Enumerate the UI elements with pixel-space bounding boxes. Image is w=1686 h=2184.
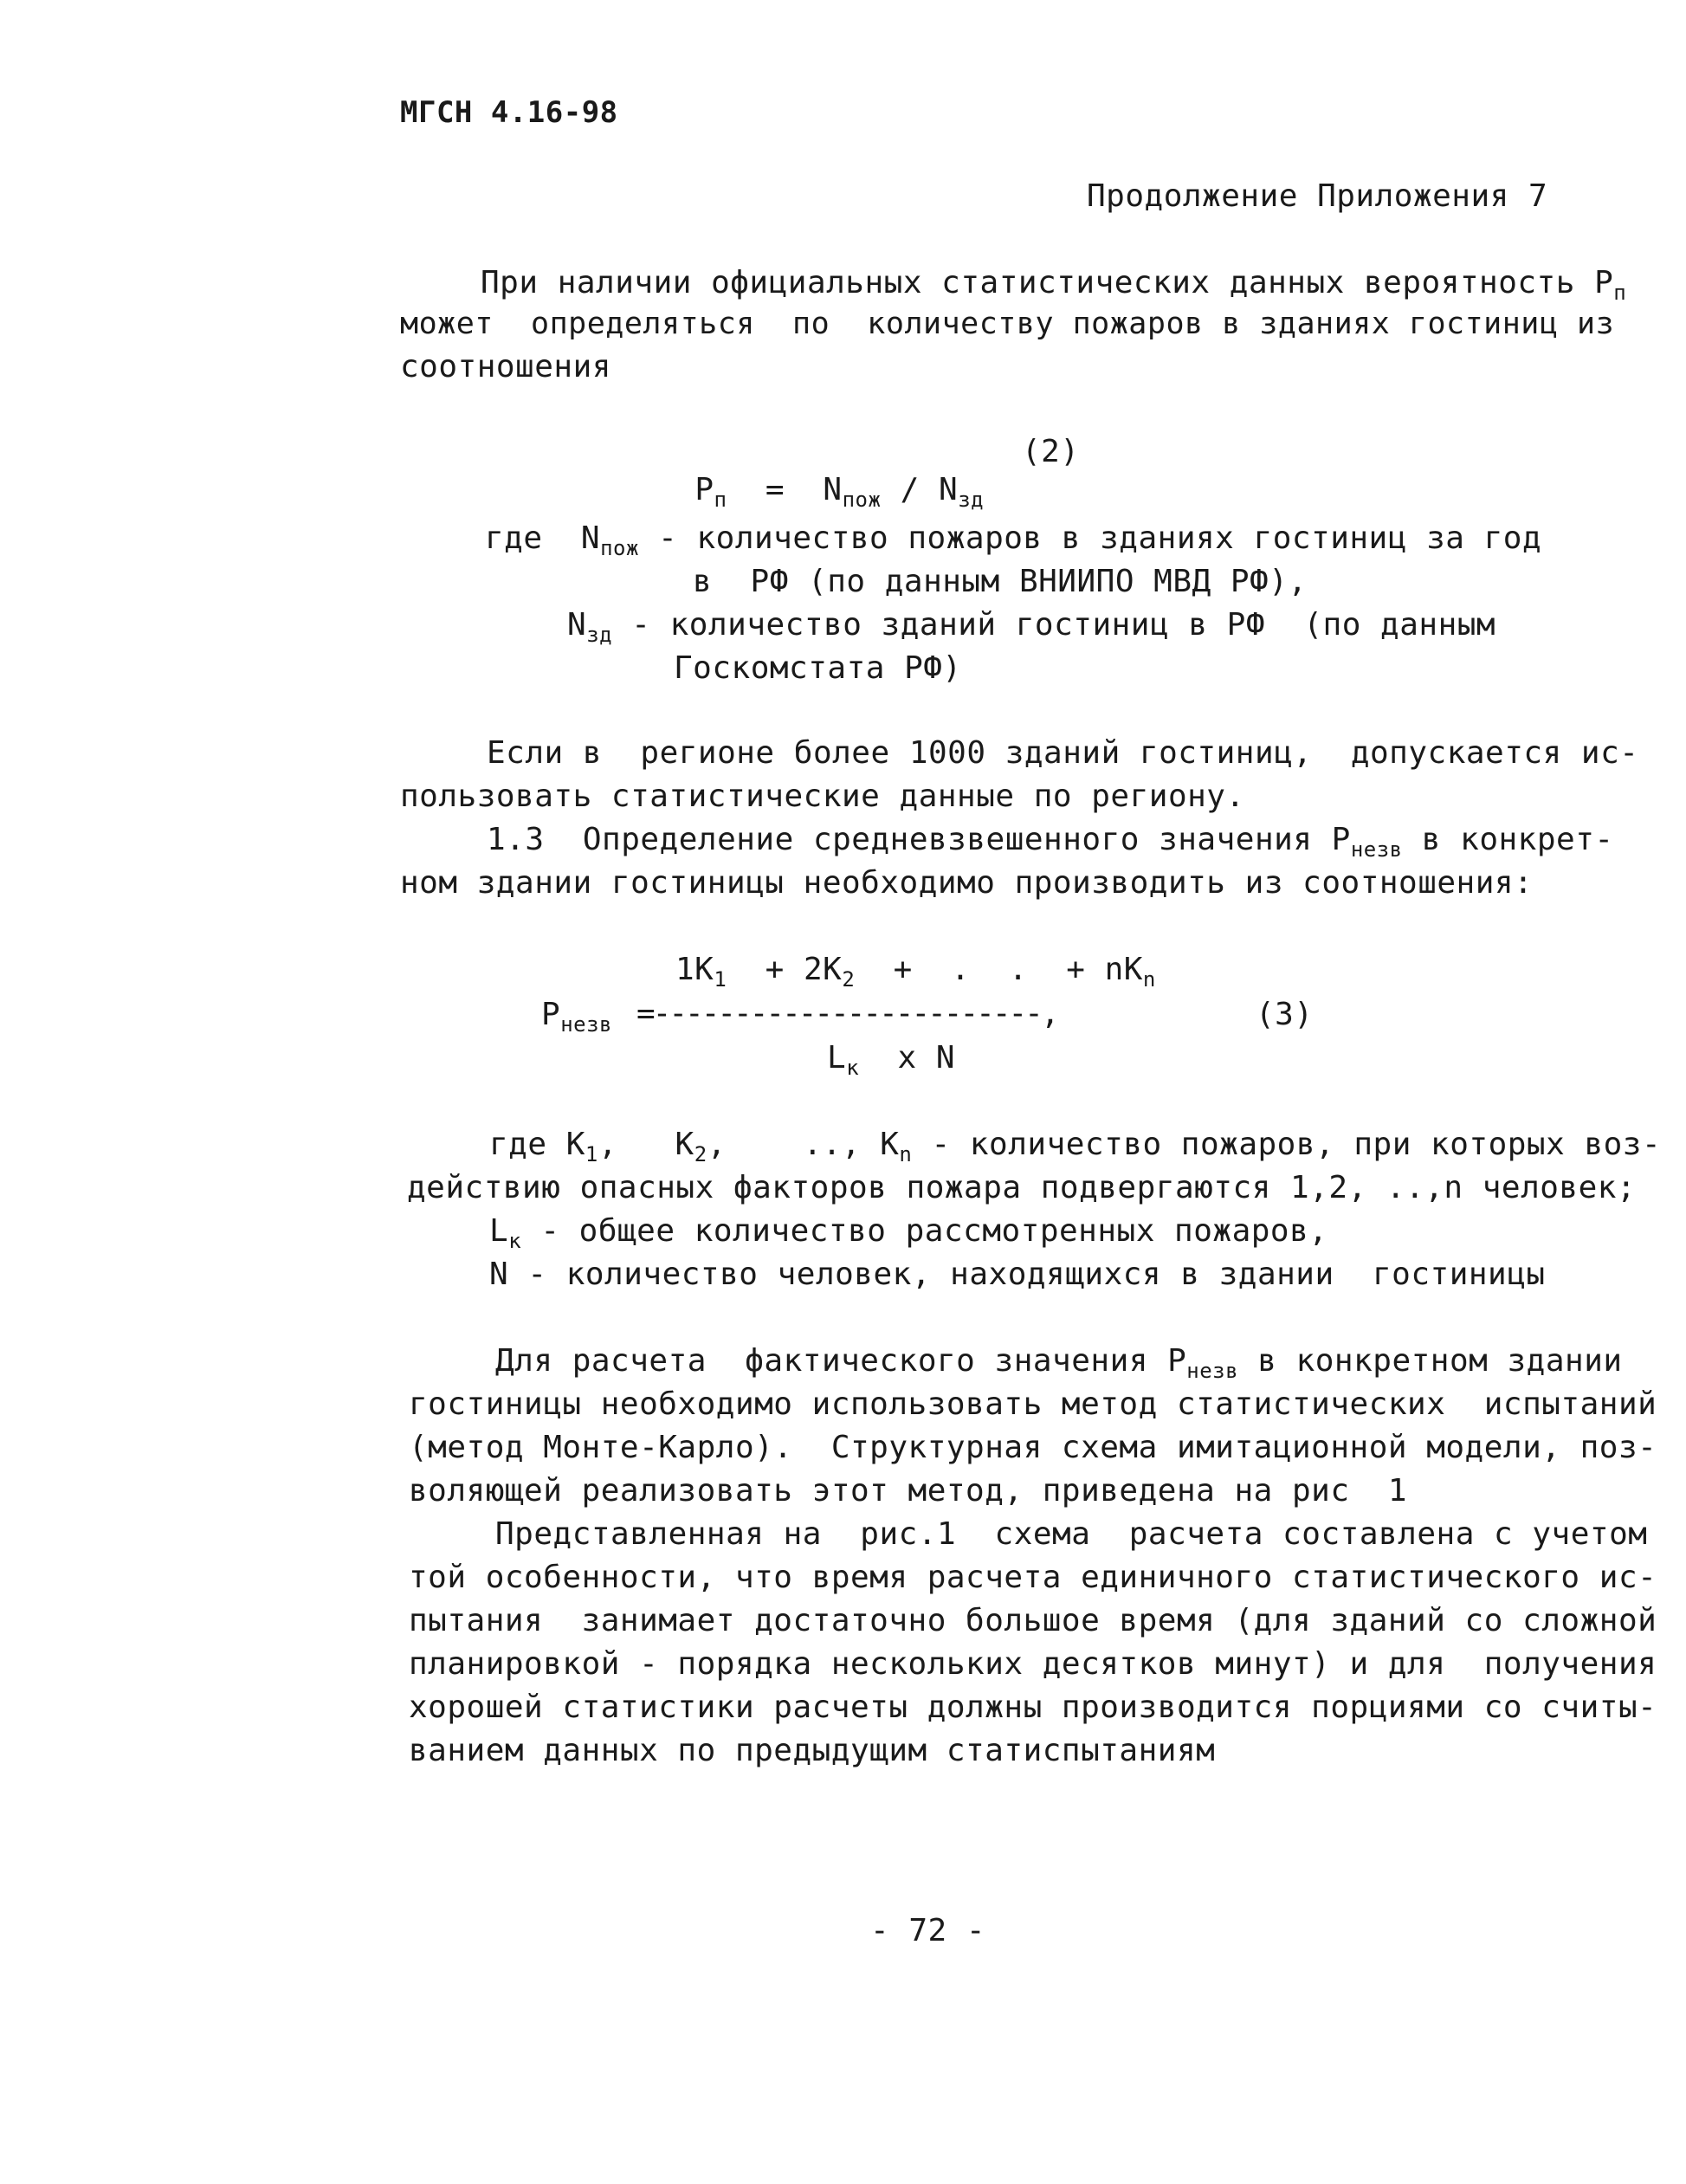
- section-1-3-line-2: ном здании гостиницы необходимо производить из соотношения:: [400, 865, 1534, 901]
- formula-3-lhs: $P_{незв}$: [541, 997, 612, 1037]
- where2-line-1: где $N_{пож}$ - количество пожаров в зданиях гостиниц за год: [485, 520, 1542, 560]
- scheme-line-2: той особенности, что время расчета единичного статистического ис-: [409, 1560, 1657, 1595]
- scheme-line-1: Представленная на рис.1 схема расчета составлена с учетом: [495, 1516, 1648, 1552]
- region-line-2: пользовать статистические данные по региону.: [400, 779, 1245, 814]
- scheme-line-4: планировкой - порядка нескольких десятков минут) и для получения: [409, 1646, 1657, 1682]
- where3-line-2: действию опасных факторов пожара подвергаются 1,2, ..,n человек;: [407, 1170, 1637, 1205]
- where2-line-3: $N_{зд}$ - количество зданий гостиниц в РФ (по данным: [567, 607, 1496, 647]
- document-code: МГСН 4.16-98: [400, 95, 618, 130]
- scheme-line-6: ванием данных по предыдущим статиспытаниям: [409, 1733, 1216, 1768]
- formula-2: $P_п = N_{пож} / N_{зд}$: [694, 472, 985, 512]
- formula-3-fraction-line: =------------------------,: [636, 996, 1057, 1031]
- calc-line-4: воляющей реализовать этот метод, приведена на рис 1: [409, 1473, 1408, 1509]
- where3-line-3: $L_к$ - общее количество рассмотренных пожаров,: [489, 1213, 1328, 1253]
- continuation-label: Продолжение Приложения 7: [1087, 178, 1548, 214]
- intro-line-1: При наличии официальных статистических данных вероятность $P_п$: [481, 265, 1627, 305]
- calc-line-2: гостиницы необходимо использовать метод статистических испытаний: [409, 1386, 1657, 1422]
- intro-line-3: соотношения: [400, 349, 611, 384]
- calc-line-3: (метод Монте-Карло). Структурная схема имитационной модели, поз-: [409, 1430, 1657, 1465]
- scheme-line-5: хорошей статистики расчеты должны производится порциями со считы-: [409, 1690, 1657, 1725]
- formula-3-number: (3): [1256, 997, 1314, 1032]
- formula-3-numerator: $1K_1 + 2K_2$ + . . + $nK_n$: [675, 952, 1156, 992]
- where2-line-4: Госкомстата РФ): [674, 650, 962, 686]
- where3-line-1: где $K_1$, $K_2$, .., $K_n$ - количество пожаров, при которых воз-: [489, 1127, 1662, 1166]
- calc-line-1: Для расчета фактического значения $P_{незв}$ в конкретном здании: [495, 1343, 1623, 1383]
- page-number: - 72 -: [870, 1913, 986, 1948]
- formula-3-denominator: $L_к$ x N: [827, 1040, 956, 1080]
- intro-line-2: может определяться по количеству пожаров в зданиях гостиниц из: [400, 307, 1615, 341]
- section-1-3-line-1: 1.3 Определение средневзвешенного значения $P_{незв}$ в конкрет-: [487, 822, 1614, 862]
- formula-2-number: (2): [1022, 434, 1080, 469]
- region-line-1: Если в регионе более 1000 зданий гостиниц, допускается ис-: [487, 735, 1639, 771]
- where2-line-2: в РФ (по данным ВНИИПО МВД РФ),: [693, 564, 1308, 599]
- where3-line-4: N - количество человек, находящихся в здании гостиницы: [489, 1257, 1546, 1292]
- scheme-line-3: пытания занимает достаточно большое время (для зданий со сложной: [409, 1603, 1657, 1638]
